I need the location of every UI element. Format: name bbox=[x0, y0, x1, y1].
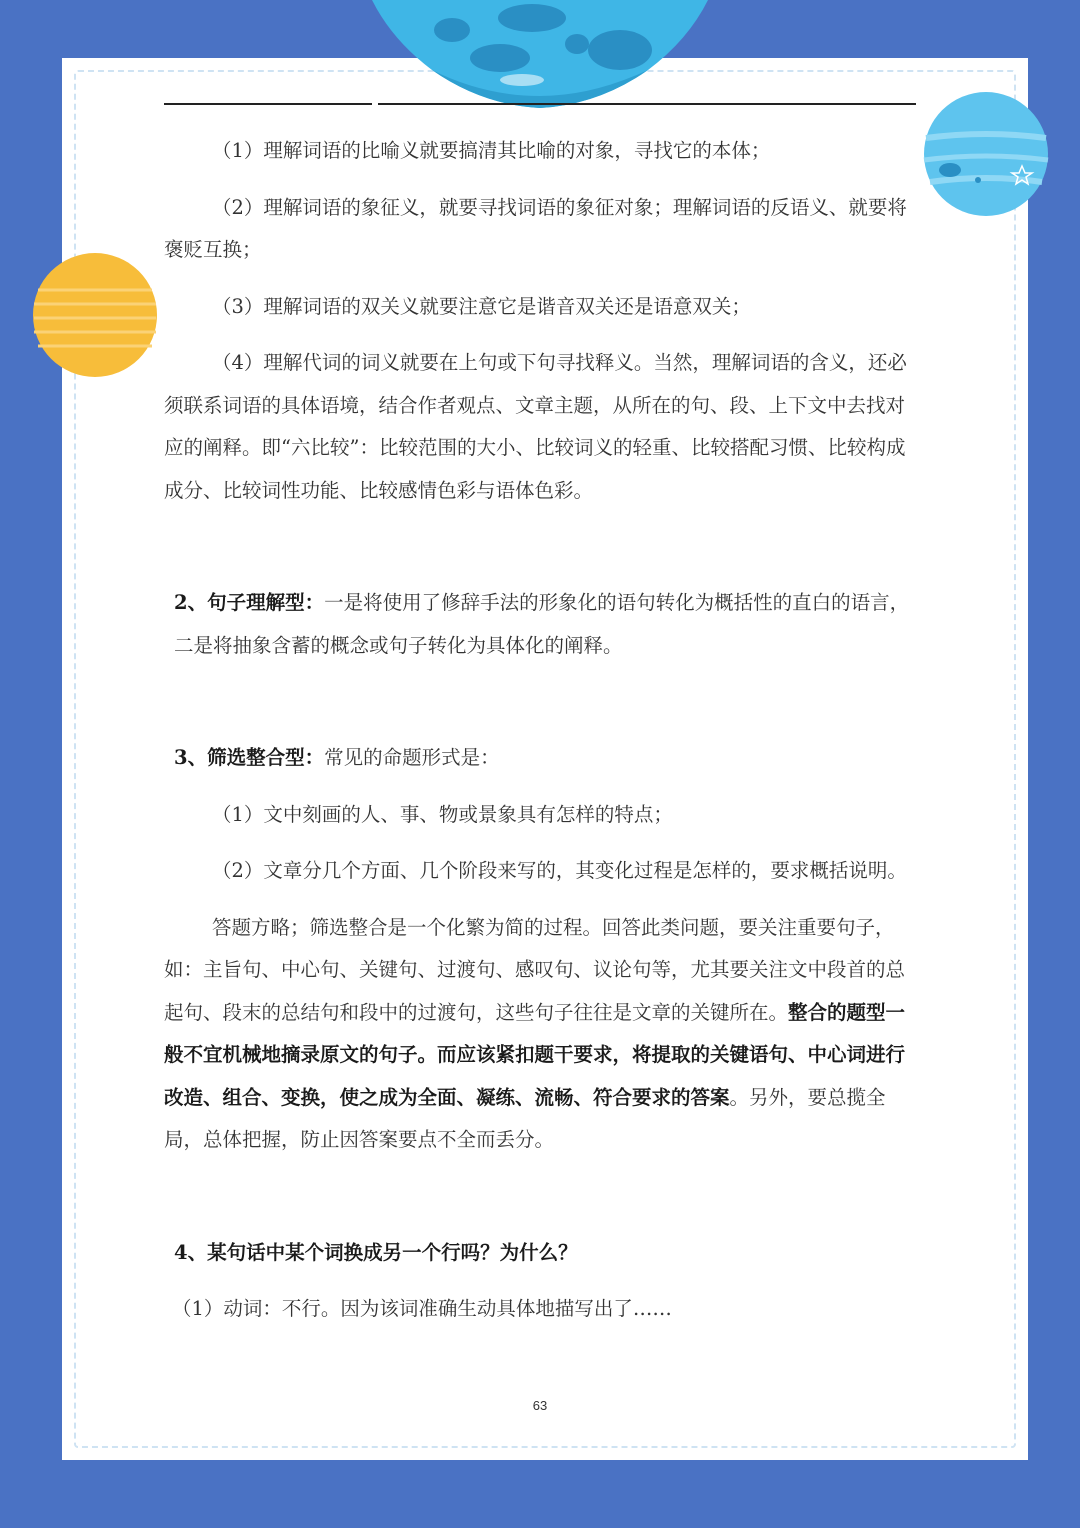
header-rule-right bbox=[378, 103, 916, 105]
top-planet-icon bbox=[372, 0, 708, 112]
strategy-tail: 。另外，要总揽全局，总体把握，防止因答案要点不全而丢分。 bbox=[164, 1085, 886, 1151]
section-3-heading: 3、筛选整合型： bbox=[174, 746, 325, 769]
paragraph-1: （1）理解词语的比喻义就要搞清其比喻的对象，寻找它的本体； bbox=[212, 139, 771, 162]
document-content bbox=[164, 130, 916, 1331]
paragraph-2: （2）理解词语的象征义，就要寻找词语的象征对象；理解词语的反语义、就要将褒贬互换； bbox=[164, 195, 907, 261]
section-4-heading: 4、某句话中某个词换成另一个行吗？为什么？ bbox=[174, 1240, 578, 1264]
section-3-strategy bbox=[164, 907, 916, 1162]
section-2-text: 一是将使用了修辞手法的形象化的语句转化为概括性的直白的语言，二是将抽象含蓄的概念或句子转化为具体化的阐释。 bbox=[174, 591, 910, 657]
paragraph-4: （4）理解代词的词义就要在上句或下句寻找释义。当然，理解词语的含义，还必须联系词语的具体语境，结合作者观点、文章主题，从所在的句、段、上下文中去找对应的阐释。即“六比较”：比较范围的大小、比较词义的轻重、比较搭配习惯、比较构成成分、比较词性功能、比较感情色彩与语体色彩。 bbox=[164, 351, 907, 502]
right-planet-icon bbox=[922, 90, 1050, 218]
strategy-text: 答题方略；筛选整合是一个化繁为简的过程。回答此类问题，要关注重要句子，如：主旨句、中心句、关键句、过渡句、感叹句、议论句等，尤其要关注文中段首的总起句、段末的总结句和段中的过渡句，这些句子往往是文章的关键所在。 bbox=[164, 915, 906, 1024]
section-4-item-1: （1）动词：不行。因为该词准确生动具体地描写出了…… bbox=[172, 1297, 672, 1320]
section-2 bbox=[164, 582, 916, 667]
page-number: 63 bbox=[532, 1398, 548, 1413]
section-2-heading: 2、句子理解型： bbox=[174, 591, 325, 614]
paragraph-3: （3）理解词语的双关义就要注意它是谐音双关还是语意双关； bbox=[212, 294, 751, 318]
left-planet-icon bbox=[32, 252, 158, 378]
section-3 bbox=[164, 737, 916, 780]
section-3-text: 常见的命题形式是： bbox=[324, 746, 500, 769]
header-rule-left bbox=[164, 103, 372, 105]
section-3-item-1: （1）文中刻画的人、事、物或景象具有怎样的特点； bbox=[212, 802, 673, 826]
section-3-item-2: （2）文章分几个方面、几个阶段来写的，其变化过程是怎样的，要求概括说明。 bbox=[212, 859, 907, 882]
strategy-emphasis: 整合的题型一般不宜机械地摘录原文的句子。而应该紧扣题干要求，将提取的关键语句、中心词进行改造、组合、变换，使之成为全面、凝练、流畅、符合要求的答案 bbox=[164, 1000, 906, 1109]
